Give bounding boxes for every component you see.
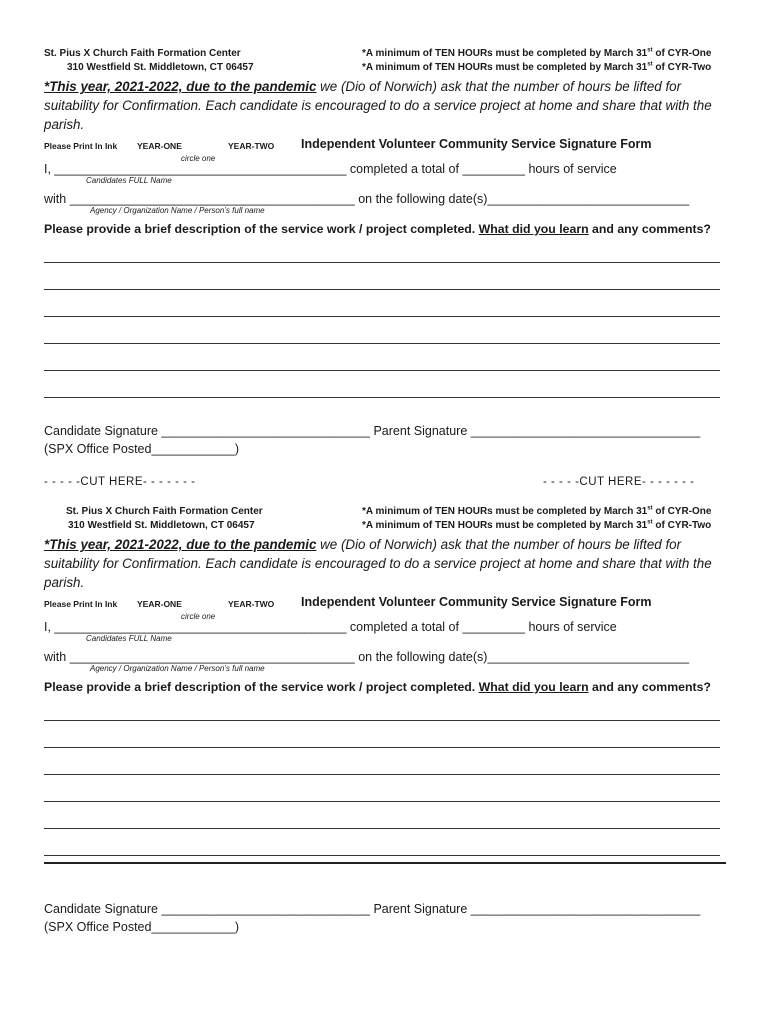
header <box>44 47 722 77</box>
pandemic-notice <box>44 77 724 134</box>
title-row <box>44 136 722 163</box>
notice-lead: *This year, 2021-2022, due to the pandemic <box>44 537 317 552</box>
description-prompt: Please provide a brief description of the service work / project completed. What did you learn and any comments? <box>44 680 711 694</box>
answer-line[interactable] <box>44 317 720 344</box>
description-lines[interactable] <box>44 694 722 856</box>
pandemic-notice <box>44 535 724 592</box>
year-one-option[interactable]: YEAR-ONE <box>137 599 182 609</box>
office-posted: (SPX Office Posted____________) <box>44 920 240 934</box>
circle-one-caption: circle one <box>181 154 216 163</box>
header <box>44 505 722 535</box>
answer-line[interactable] <box>44 775 720 802</box>
circle-one-caption: circle one <box>181 612 216 621</box>
agency-dates-line[interactable]: with _________________________________________ on the following date(s)_____________________________ <box>44 192 690 206</box>
signature-line[interactable]: Candidate Signature ______________________________ Parent Signature _________________________________ <box>44 902 701 916</box>
org-address: 310 Westfield St. Middletown, CT 06457 <box>68 520 255 531</box>
agency-caption: Agency / Organization Name / Person’s full name <box>90 664 265 673</box>
year-two-option[interactable]: YEAR-TWO <box>228 141 275 151</box>
office-posted: (SPX Office Posted____________) <box>44 442 240 456</box>
form-title: Independent Volunteer Community Service Signature Form <box>301 595 652 609</box>
requirements-block <box>362 47 711 75</box>
candidate-name-caption: Candidates FULL Name <box>86 634 172 643</box>
candidate-name-caption: Candidates FULL Name <box>86 176 172 185</box>
agency-caption-row <box>44 664 722 678</box>
form-copy-1 <box>44 47 722 456</box>
requirement-year-two: *A minimum of TEN HOURs must be completed by March 31st of CYR-Two <box>362 519 712 531</box>
requirement-year-one: *A minimum of TEN HOURs must be completed by March 31st of CYR-One <box>362 505 712 517</box>
org-block <box>66 505 263 533</box>
org-address: 310 Westfield St. Middletown, CT 06457 <box>67 62 254 73</box>
agency-caption: Agency / Organization Name / Person’s full name <box>90 206 265 215</box>
org-name: St. Pius X Church Faith Formation Center <box>44 48 241 59</box>
cut-here-right: - - - - -CUT HERE- - - - - - - <box>543 476 695 488</box>
answer-line[interactable] <box>44 371 720 398</box>
print-in-ink-label: Please Print In Ink <box>44 141 118 151</box>
requirements-block <box>362 505 711 533</box>
cut-here-left: - - - - -CUT HERE- - - - - - - <box>44 476 196 488</box>
agency-dates-line[interactable]: with _________________________________________ on the following date(s)_____________________________ <box>44 650 690 664</box>
candidate-caption-row <box>44 176 722 190</box>
candidate-caption-row <box>44 634 722 648</box>
answer-line[interactable] <box>44 344 720 371</box>
page-divider <box>44 862 726 864</box>
answer-line[interactable] <box>44 721 720 748</box>
title-row <box>44 594 722 621</box>
answer-line[interactable] <box>44 748 720 775</box>
candidate-hours-line[interactable]: I, __________________________________________ completed a total of _________ hours of service <box>44 162 617 176</box>
org-block <box>44 47 254 75</box>
description-lines[interactable] <box>44 236 722 398</box>
answer-line[interactable] <box>44 236 720 263</box>
requirement-year-two: *A minimum of TEN HOURs must be completed by March 31st of CYR-Two <box>362 61 712 73</box>
form-title: Independent Volunteer Community Service Signature Form <box>301 137 652 151</box>
agency-caption-row <box>44 206 722 220</box>
signature-line[interactable]: Candidate Signature ______________________________ Parent Signature _________________________________ <box>44 424 701 438</box>
answer-line[interactable] <box>44 802 720 829</box>
answer-line[interactable] <box>44 263 720 290</box>
notice-body: we (Dio of Norwich) ask that the number of hours be lifted for suitability for Confirmation. Each candidate is encouraged to do a service project at home and share that with the parish. <box>44 79 712 132</box>
print-in-ink-label: Please Print In Ink <box>44 599 118 609</box>
notice-lead: *This year, 2021-2022, due to the pandemic <box>44 79 317 94</box>
candidate-hours-line[interactable]: I, __________________________________________ completed a total of _________ hours of service <box>44 620 617 634</box>
org-name: St. Pius X Church Faith Formation Center <box>66 506 263 517</box>
notice-body: we (Dio of Norwich) ask that the number of hours be lifted for suitability for Confirmation. Each candidate is encouraged to do a service project at home and share that with the parish. <box>44 537 712 590</box>
description-prompt: Please provide a brief description of the service work / project completed. What did you learn and any comments? <box>44 222 711 236</box>
requirement-year-one: *A minimum of TEN HOURs must be completed by March 31st of CYR-One <box>362 47 712 59</box>
form-copy-2 <box>44 505 722 934</box>
answer-line[interactable] <box>44 290 720 317</box>
year-two-option[interactable]: YEAR-TWO <box>228 599 275 609</box>
answer-line[interactable] <box>44 829 720 856</box>
answer-line[interactable] <box>44 694 720 721</box>
year-one-option[interactable]: YEAR-ONE <box>137 141 182 151</box>
